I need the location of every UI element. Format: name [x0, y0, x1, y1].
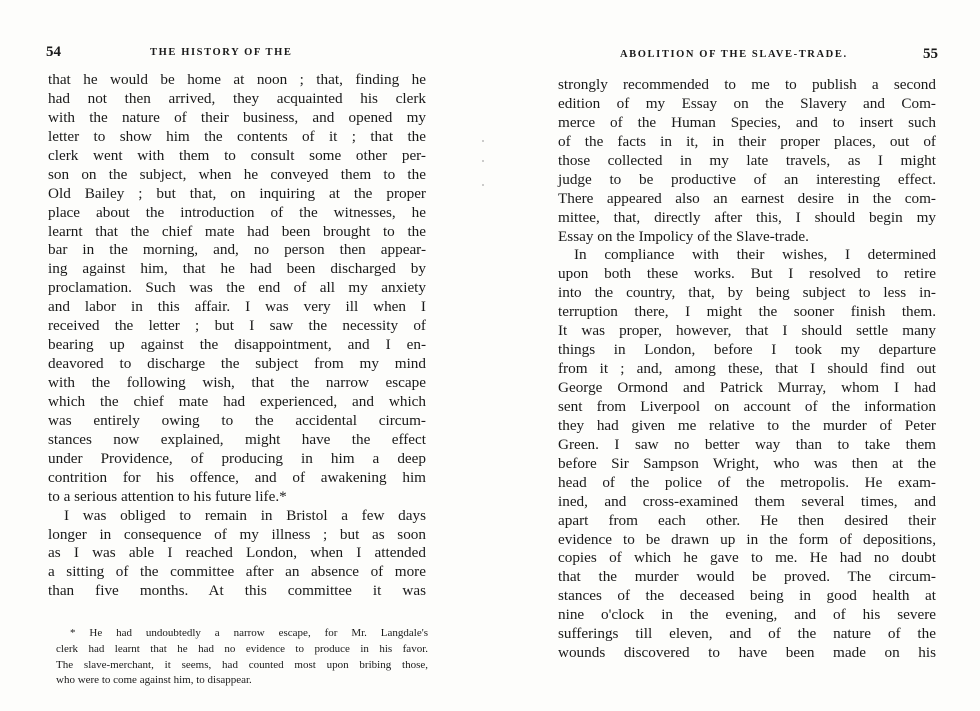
right-running-head: ABOLITION OF THE SLAVE-TRADE.	[620, 49, 848, 60]
text-line: merce of the Human Species, and to insert such	[558, 113, 936, 131]
text-line: of the facts in it, in their proper places, out of	[558, 132, 936, 150]
footnote-line: who were to come against him, to disappear.	[56, 674, 252, 687]
footnote-line: clerk had learnt that he had no evidence to produce in his favor.	[56, 642, 428, 655]
text-line: head of the police of the metropolis. He exam-	[558, 473, 936, 491]
footnote	[56, 626, 428, 689]
text-line: mittee, that, directly after this, I should begin my	[558, 208, 936, 226]
text-line: longer in consequence of my illness ; but as soon	[48, 525, 426, 543]
text-line: those collected in my late travels, as I might	[558, 151, 936, 169]
text-line: than five months. At this committee it was	[48, 582, 426, 600]
text-line: with the nature of their business, and opened my	[48, 108, 426, 126]
text-line: stances now explained, might have the effect	[48, 430, 426, 448]
footnote-line: The slave-merchant, it seems, had counted most upon bribing those,	[56, 658, 428, 671]
text-line: George Ormond and Patrick Murray, whom I had	[558, 379, 936, 396]
left-page-body	[48, 71, 426, 601]
left-page-number: 54	[46, 44, 61, 60]
text-line: before Sir Sampson Wright, who was then at the	[558, 454, 936, 472]
text-line: apart from each other. He then desired their	[558, 511, 936, 529]
right-page-body	[558, 76, 936, 663]
text-line: letter to show him the contents of it ; that the	[48, 127, 426, 145]
text-line: sufferings till eleven, and of the nature of the	[558, 625, 936, 643]
text-line: wounds discovered to have been made on his	[558, 644, 936, 662]
text-line: nine o'clock in the evening, and of his severe	[558, 606, 936, 624]
text-line: that the murder would be proved. The circum-	[558, 568, 936, 586]
text-line: from it ; and, among these, that I should find out	[558, 360, 936, 378]
text-line: which the chief mate had experienced, and which	[48, 392, 426, 410]
text-line: received the letter ; but I saw the necessity of	[48, 317, 426, 335]
right-page-number: 55	[923, 46, 938, 62]
gutter-speck	[482, 140, 484, 142]
right-page	[490, 0, 980, 711]
text-line: was entirely owing to the accidental circum-	[48, 411, 426, 429]
text-line: a sitting of the committee after an absence of more	[48, 563, 426, 581]
text-line: under Providence, of producing in him a deep	[48, 449, 426, 467]
text-line: and labor in this affair. I was very ill when I	[48, 298, 426, 316]
text-line: Green. I saw no better way than to take them	[558, 435, 936, 453]
gutter-speck	[482, 160, 484, 162]
text-line: judge to be productive of an interesting effect.	[558, 170, 936, 188]
text-line: It was proper, however, that I should settle many	[558, 322, 936, 340]
text-line: to a serious attention to his future life.*	[48, 487, 287, 505]
text-line: strongly recommended to me to publish a second	[558, 76, 936, 93]
text-line: upon both these works. But I resolved to retire	[558, 265, 936, 283]
text-line: son on the subject, when he conveyed them to the	[48, 165, 426, 183]
gutter-speck	[482, 184, 484, 186]
text-line: sent from Liverpool on account of the information	[558, 397, 936, 415]
text-line: things in London, before I took my departure	[558, 341, 936, 359]
text-line: I was obliged to remain in Bristol a few days	[64, 506, 426, 524]
text-line: copies of which he gave to me. He had no doubt	[558, 549, 936, 567]
text-line: into the country, that, by being subject to less in-	[558, 284, 936, 302]
footnote-line: * He had undoubtedly a narrow escape, for Mr. Langdale's	[70, 627, 428, 639]
text-line: Old Bailey ; but that, on inquiring at the proper	[48, 184, 426, 202]
text-line: deavored to discharge the subject from my mind	[48, 355, 426, 373]
text-line: Essay on the Impolicy of the Slave-trade.	[558, 227, 809, 245]
text-line: There appeared also an earnest desire in the com-	[558, 189, 936, 207]
text-line: evidence to be drawn up in the form of depositions,	[558, 530, 936, 548]
text-line: learnt that the chief mate had been brought to the	[48, 222, 426, 240]
text-line: had not then arrived, they acquainted his clerk	[48, 89, 426, 107]
text-line: they had given me relative to the murder of Peter	[558, 416, 936, 434]
text-line: contrition for his offence, and of awakening him	[48, 468, 426, 486]
text-line: bearing up against the disappointment, and I en-	[48, 336, 426, 354]
text-line: In compliance with their wishes, I determined	[574, 246, 936, 264]
text-line: ing against him, that he had been discharged by	[48, 260, 426, 278]
text-line: bar in the morning, and, no person then appear-	[48, 241, 426, 259]
text-line: as I was able I reached London, when I attended	[48, 544, 426, 562]
text-line: with the following wish, that the narrow escape	[48, 374, 426, 391]
text-line: proclamation. Such was the end of all my anxiety	[48, 279, 426, 297]
text-line: terruption there, I might the sooner finish them.	[558, 303, 936, 321]
text-line: stances of the deceased being in good health at	[558, 587, 936, 605]
text-line: that he would be home at noon ; that, finding he	[48, 71, 426, 88]
text-line: ined, and cross-examined them several times, and	[558, 492, 936, 510]
left-running-head: THE HISTORY OF THE	[150, 47, 293, 58]
text-line: clerk went with them to consult some other per-	[48, 146, 426, 164]
text-line: edition of my Essay on the Slavery and Com-	[558, 94, 936, 112]
text-line: place about the introduction of the witnesses, he	[48, 203, 426, 221]
